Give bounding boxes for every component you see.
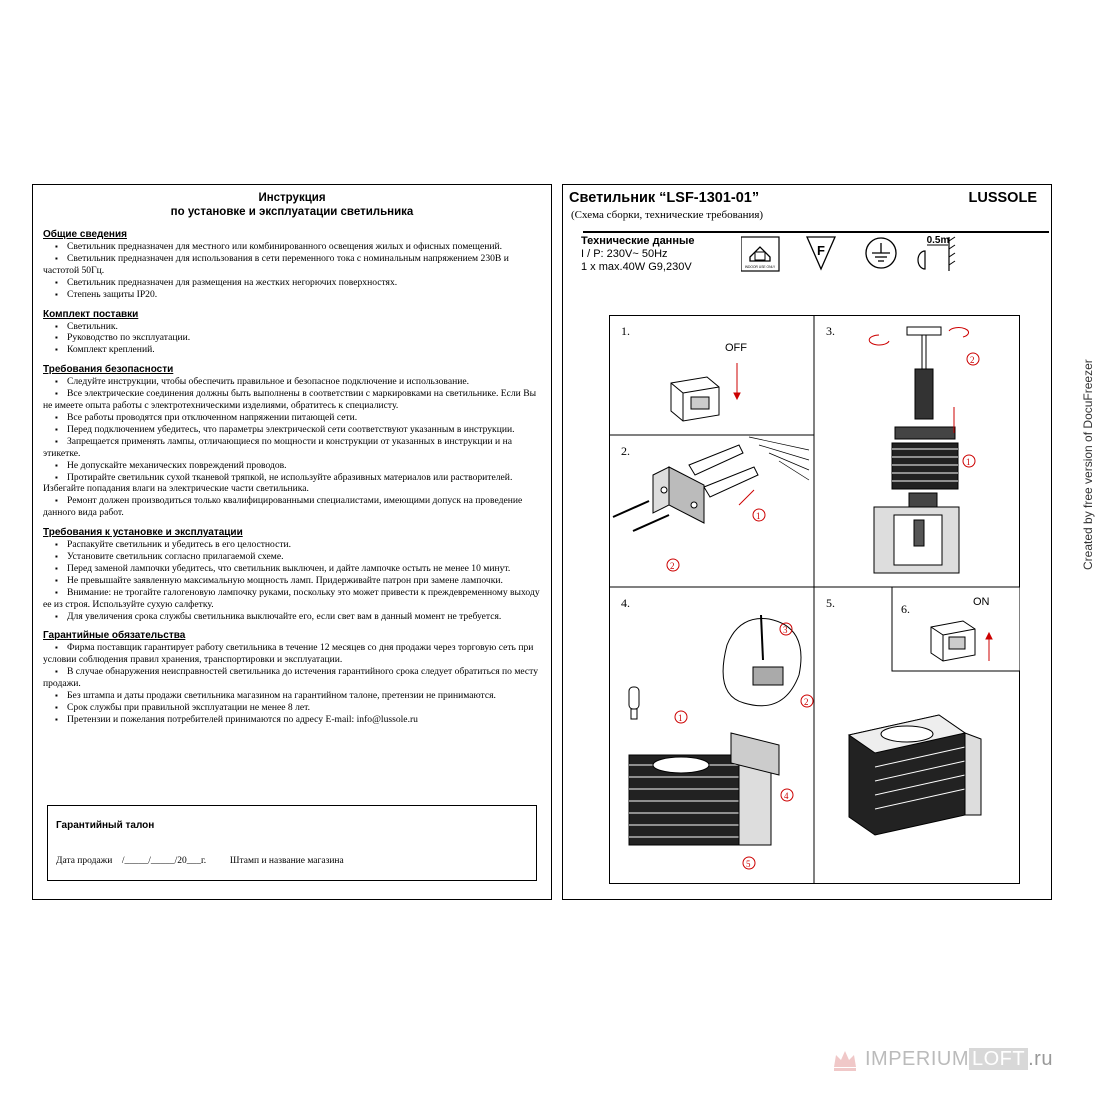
step-3-number: 3. xyxy=(826,324,835,338)
finished-lamp-icon xyxy=(849,715,981,835)
section-heading: Комплект поставки xyxy=(43,308,139,320)
side-watermark-text: Created by free version of DocuFreezer xyxy=(1081,359,1095,570)
imperium-loft-logo xyxy=(830,1045,1090,1075)
assembly-diagram xyxy=(609,315,1020,884)
section-list-item: ▪ Светильник. xyxy=(43,321,543,333)
brand-name: LUSSOLE xyxy=(968,190,1037,206)
section-list-item: ▪ Комплект креплений. xyxy=(43,344,543,356)
tech-lamp: 1 x max.40W G9,230V xyxy=(581,261,692,273)
certification-icons xyxy=(741,235,971,273)
shade-body-icon xyxy=(874,507,959,573)
section-list-item: ▪ Не допускайте механических повреждений проводов. xyxy=(43,460,543,472)
assembly-panel xyxy=(562,184,1052,900)
logo-part-imperium: IMPERIUM xyxy=(865,1048,969,1070)
on-label: ON xyxy=(973,596,990,608)
mounted-lamp-icon xyxy=(629,733,779,845)
mark-3: 3 xyxy=(783,625,788,635)
tech-voltage: I / P: 230V~ 50Hz xyxy=(581,248,668,260)
section-list-item: ▪ Не превышайте заявленную максимальную мощность ламп. Придерживайте патрон при замене лампочки. xyxy=(43,575,543,587)
bulb-g9-icon xyxy=(629,687,639,719)
section-heading: Общие сведения xyxy=(43,229,127,240)
crown-logo-icon xyxy=(830,1045,860,1075)
section-list-item: ▪ Все электрические соединения должны быть выполнены в соответствии с маркировками на светильнике. Если Вы не имеете опыта работы с электротехническими изделиями, обратитесь к специалисту. xyxy=(43,388,543,412)
section-list-item: ▪ Степень защиты IP20. xyxy=(43,289,543,301)
instruction-panel xyxy=(32,184,552,900)
section-list-item: ▪ Запрещается применять лампы, отличающиеся по мощности и конструкции от указанных в инструкции и на этикетке. xyxy=(43,436,543,460)
section-list-item: ▪ Распакуйте светильник и убедитесь в его целостности. xyxy=(43,539,543,551)
flammable-surface-f-icon xyxy=(807,237,835,269)
title-line-2: по установке и эксплуатации светильника xyxy=(170,206,414,218)
section-list-item: ▪ Без штампа и даты продажи светильника магазином на гарантийном талоне, претензии не принимаются. xyxy=(43,690,543,702)
step-2 xyxy=(613,437,809,571)
tech-heading: Технические данные xyxy=(581,235,695,247)
down-arrow-icon xyxy=(734,363,740,399)
step-6-number: 6. xyxy=(901,602,910,616)
wall-hatch-icon xyxy=(749,437,809,480)
section-list-item: ▪ Для увеличения срока службы светильника выключайте его, если свет вам в данный момент не требуется. xyxy=(43,611,543,623)
section-list-item: ▪ Перед заменой лампочки убедитесь, что светильник выключен, и дайте лампочке остыть не менее 10 минут. xyxy=(43,563,543,575)
mark-2: 2 xyxy=(804,697,809,707)
section-list-item: ▪ Срок службы при правильной эксплуатации не менее 8 лет. xyxy=(43,702,543,714)
mark-2: 2 xyxy=(670,561,675,571)
section-list-item: ▪ Светильник предназначен для местного или комбинированного освещения жилых и офисных помещений. xyxy=(43,241,543,253)
warranty-coupon xyxy=(47,805,537,881)
off-label: OFF xyxy=(725,342,747,354)
ground-icon xyxy=(866,238,896,268)
step-1 xyxy=(621,324,747,421)
indoor-use-label: INDOOR USE ONLY xyxy=(744,265,776,269)
logo-part-ru: .ru xyxy=(1028,1048,1053,1070)
mark-1: 1 xyxy=(678,713,683,723)
section-list-item: ▪ В случае обнаружения неисправностей светильника до истечения гарантийного срока следует обратиться по месту продажи. xyxy=(43,666,543,690)
section-list-item: ▪ Следуйте инструкции, чтобы обеспечить правильное и безопасное подключение и использование. xyxy=(43,376,543,388)
step-3 xyxy=(826,324,979,573)
section-list-item: ▪ Протирайте светильник сухой тканевой тряпкой, не используйте абразивных материалов или растворителей. Избегайте попадания влаги на электрические части светильника. xyxy=(43,472,543,496)
warranty-coupon-title: Гарантийный талон xyxy=(56,820,155,831)
step-4 xyxy=(621,596,813,869)
mark-1: 1 xyxy=(966,457,971,467)
product-title: Светильник “LSF-1301-01” xyxy=(569,190,760,206)
subtitle: (Схема сборки, технические требования) xyxy=(571,209,764,221)
warranty-coupon-sale-line: Дата продажи /_____/_____/20___г. Штамп и название магазина xyxy=(56,856,344,866)
section-list-item: ▪ Все работы проводятся при отключенном напряжении питающей сети. xyxy=(43,412,543,424)
section-list-item: ▪ Претензии и пожелания потребителей принимаются по адресу E-mail: info@lussole.ru xyxy=(43,714,543,726)
sections xyxy=(43,229,543,726)
step-4-number: 4. xyxy=(621,596,630,610)
title-line-1: Инструкция xyxy=(258,192,326,204)
switch-box-icon xyxy=(671,377,719,421)
section-list-item: ▪ Установите светильник согласно прилагаемой схеме. xyxy=(43,551,543,563)
section-heading: Гарантийные обязательства xyxy=(43,630,186,642)
document-title xyxy=(33,191,551,219)
section-list-item: ▪ Перед подключением убедитесь, что параметры электрической сети соответствуют указанным в инструкции. xyxy=(43,424,543,436)
logo-part-loft: LOFT xyxy=(969,1048,1028,1070)
mark-4: 4 xyxy=(784,791,789,801)
bracket-icon xyxy=(653,467,704,523)
distance-label: 0.5m xyxy=(926,235,950,246)
step-6 xyxy=(892,587,1020,671)
step-5-number: 5. xyxy=(826,596,835,610)
indoor-use-icon xyxy=(741,237,779,271)
section-list-item: ▪ Ремонт должен производиться только квалифицированными специалистами, имеющими допуск на проведение данного вида работ. xyxy=(43,495,543,519)
section-list-item: ▪ Руководство по эксплуатации. xyxy=(43,332,543,344)
wiring-closeup-icon xyxy=(723,615,801,706)
section-list-item: ▪ Фирма поставщик гарантирует работу светильника в течение 12 месяцев со дня продажи через торговую сеть при условии соблюдения правил хранения, транспортировки и эксплуатации. xyxy=(43,642,543,666)
section-list-item: ▪ Внимание: не трогайте галогеновую лампочку руками, поскольку это может привести к преждевременному выходу ее из строя. Используйте сухую салфетку. xyxy=(43,587,543,611)
mark-2: 2 xyxy=(970,355,975,365)
mark-1: 1 xyxy=(756,511,761,521)
header-rule xyxy=(583,231,1049,233)
socket-rod-icon xyxy=(907,327,941,419)
step-1-number: 1. xyxy=(621,324,630,338)
svg-text:F: F xyxy=(817,243,825,258)
step-2-number: 2. xyxy=(621,444,630,458)
tech-data xyxy=(581,235,695,274)
arrow-1-icon xyxy=(739,490,765,521)
mark-5: 5 xyxy=(746,859,751,869)
section-list-item: ▪ Светильник предназначен для размещения на жестких негорючих поверхностях. xyxy=(43,277,543,289)
section-heading: Требования к установке и эксплуатации xyxy=(43,527,243,539)
distance-0.5m-icon xyxy=(918,235,955,271)
louvred-shade-icon xyxy=(892,427,958,507)
section-list-item: ▪ Светильник предназначен для использования в сети переменного тока с номинальным напряжением 230В и частотой 50Гц. xyxy=(43,253,543,277)
section-heading: Требования безопасности xyxy=(43,364,174,376)
